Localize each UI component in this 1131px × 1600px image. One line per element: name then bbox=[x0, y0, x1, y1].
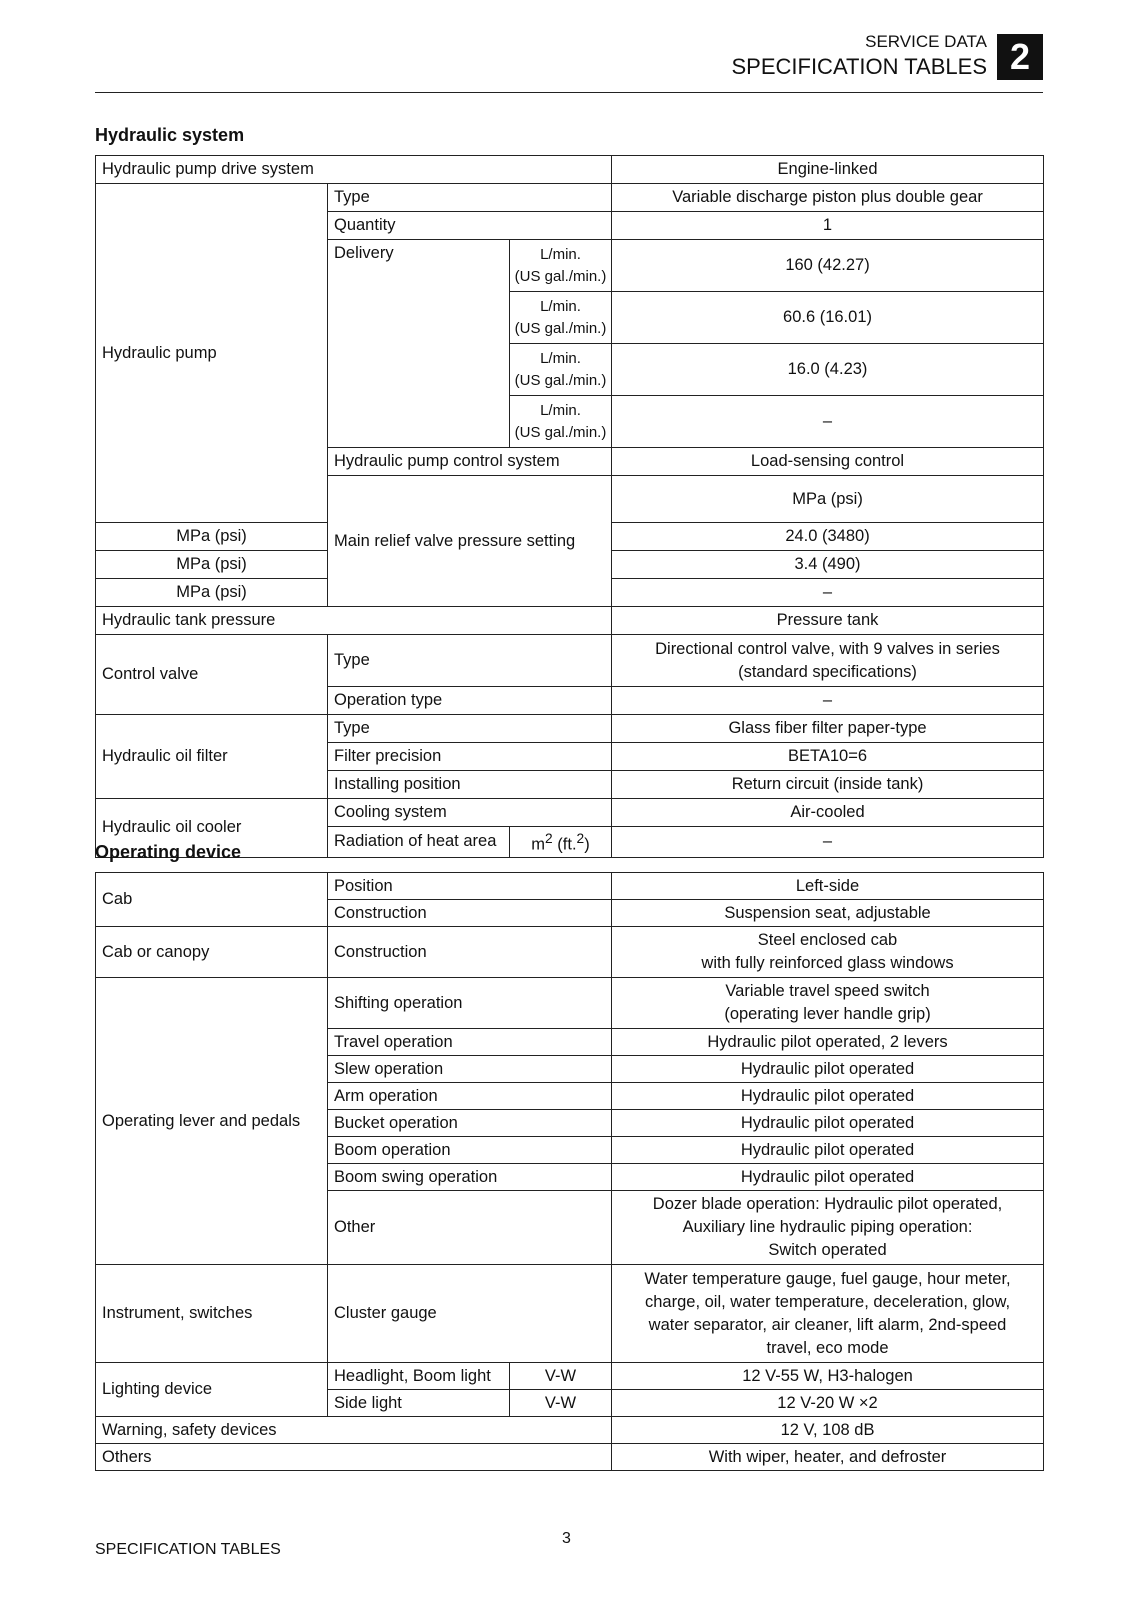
cooler-label: Hydraulic oil cooler bbox=[96, 799, 328, 858]
unit-base: m bbox=[531, 835, 546, 854]
row-label: Filter precision bbox=[328, 743, 612, 771]
row-label: Travel operation bbox=[328, 1029, 612, 1056]
row-value: Dozer blade operation: Hydraulic pilot operated, Auxiliary line hydraulic piping operation: Switch operated bbox=[612, 1191, 1044, 1265]
chapter-badge: 2 bbox=[997, 34, 1043, 80]
lever-label: Operating lever and pedals bbox=[96, 978, 328, 1265]
row-value: Engine-linked bbox=[612, 156, 1044, 184]
table-row bbox=[96, 607, 1044, 635]
table-row bbox=[96, 156, 1044, 184]
table-row bbox=[96, 635, 1044, 687]
page-number: 3 bbox=[562, 1530, 571, 1547]
hydraulic-section-title: Hydraulic system bbox=[95, 125, 245, 145]
row-label: Side light bbox=[328, 1390, 510, 1417]
row-label: Warning, safety devices bbox=[96, 1417, 612, 1444]
delivery-label: Delivery bbox=[328, 240, 510, 448]
row-value: Water temperature gauge, fuel gauge, hour meter, charge, oil, water temperature, deceleration, glow, water separator, air cleaner, lift alarm, 2nd-speed travel, eco mode bbox=[612, 1265, 1044, 1363]
row-value: 60.6 (16.01) bbox=[612, 292, 1044, 344]
operating-table bbox=[95, 872, 1044, 1471]
row-value: Pressure tank bbox=[612, 607, 1044, 635]
row-value: Hydraulic pilot operated bbox=[612, 1164, 1044, 1191]
row-label: Radiation of heat area bbox=[328, 827, 510, 858]
row-value: 24.0 (3480) bbox=[612, 523, 1044, 551]
control-valve-label: Control valve bbox=[96, 635, 328, 715]
unit-cell: V-W bbox=[510, 1390, 612, 1417]
row-label: Arm operation bbox=[328, 1083, 612, 1110]
table-row bbox=[96, 799, 1044, 827]
unit-cell: L/min. (US gal./min.) bbox=[510, 240, 612, 292]
row-value: 12 V, 108 dB bbox=[612, 1417, 1044, 1444]
unit-cell bbox=[510, 827, 612, 858]
row-label: Construction bbox=[328, 927, 612, 978]
row-label: Boom operation bbox=[328, 1137, 612, 1164]
table-row bbox=[96, 1265, 1044, 1363]
filter-label: Hydraulic oil filter bbox=[96, 715, 328, 799]
row-label: Cooling system bbox=[328, 799, 612, 827]
row-value: 1 bbox=[612, 212, 1044, 240]
pump-label: Hydraulic pump bbox=[96, 184, 328, 523]
row-label: Bucket operation bbox=[328, 1110, 612, 1137]
row-label: Type bbox=[328, 715, 612, 743]
row-label: Other bbox=[328, 1191, 612, 1265]
row-value: – bbox=[612, 687, 1044, 715]
table-row bbox=[96, 1417, 1044, 1444]
row-value: 3.4 (490) bbox=[612, 551, 1044, 579]
hydraulic-table bbox=[95, 155, 1044, 858]
unit-superscript: 2 bbox=[545, 831, 553, 846]
row-value: Hydraulic pilot operated bbox=[612, 1110, 1044, 1137]
unit-end: ) bbox=[584, 835, 590, 854]
unit-mid: (ft. bbox=[552, 835, 577, 854]
row-label: Hydraulic pump drive system bbox=[96, 156, 612, 184]
row-value: 16.0 (4.23) bbox=[612, 344, 1044, 396]
row-label: Type bbox=[328, 635, 612, 687]
row-value: With wiper, heater, and defroster bbox=[612, 1444, 1044, 1471]
row-label: Cluster gauge bbox=[328, 1265, 612, 1363]
row-label: Shifting operation bbox=[328, 978, 612, 1029]
row-value: Variable discharge piston plus double gear bbox=[612, 184, 1044, 212]
row-label: Slew operation bbox=[328, 1056, 612, 1083]
row-value: Hydraulic pilot operated bbox=[612, 1083, 1044, 1110]
unit-cell: MPa (psi) bbox=[612, 476, 1044, 523]
row-value: 12 V-55 W, H3-halogen bbox=[612, 1363, 1044, 1390]
row-label: Others bbox=[96, 1444, 612, 1471]
row-label: Headlight, Boom light bbox=[328, 1363, 510, 1390]
row-value: – bbox=[612, 579, 1044, 607]
unit-cell: MPa (psi) bbox=[96, 523, 328, 551]
header-title: SPECIFICATION TABLES bbox=[731, 54, 987, 79]
row-label: Quantity bbox=[328, 212, 612, 240]
row-value: – bbox=[612, 396, 1044, 448]
row-value: Hydraulic pilot operated, 2 levers bbox=[612, 1029, 1044, 1056]
row-label: Construction bbox=[328, 900, 612, 927]
table-row bbox=[96, 184, 1044, 212]
row-value: Glass fiber filter paper-type bbox=[612, 715, 1044, 743]
row-value: Hydraulic pilot operated bbox=[612, 1137, 1044, 1164]
row-label: Boom swing operation bbox=[328, 1164, 612, 1191]
row-label: Type bbox=[328, 184, 612, 212]
page-header bbox=[95, 28, 1043, 93]
row-value: Suspension seat, adjustable bbox=[612, 900, 1044, 927]
footer-section-name: SPECIFICATION TABLES bbox=[95, 1541, 281, 1558]
cab-label: Cab bbox=[96, 873, 328, 927]
row-value: 12 V-20 W ×2 bbox=[612, 1390, 1044, 1417]
unit-cell: V-W bbox=[510, 1363, 612, 1390]
row-value: Load-sensing control bbox=[612, 448, 1044, 476]
row-label: Position bbox=[328, 873, 612, 900]
row-value: Steel enclosed cab with fully reinforced glass windows bbox=[612, 927, 1044, 978]
row-value: Variable travel speed switch (operating lever handle grip) bbox=[612, 978, 1044, 1029]
unit-cell: L/min. (US gal./min.) bbox=[510, 344, 612, 396]
unit-superscript: 2 bbox=[576, 831, 585, 846]
table-row bbox=[96, 873, 1044, 900]
header-subtitle: SERVICE DATA bbox=[865, 32, 987, 51]
table-row bbox=[96, 1444, 1044, 1471]
row-value: BETA10=6 bbox=[612, 743, 1044, 771]
row-value: Hydraulic pilot operated bbox=[612, 1056, 1044, 1083]
unit-cell: MPa (psi) bbox=[96, 579, 328, 607]
row-value: Directional control valve, with 9 valves in series (standard specifications) bbox=[612, 635, 1044, 687]
lighting-label: Lighting device bbox=[96, 1363, 328, 1417]
unit-cell: L/min. (US gal./min.) bbox=[510, 396, 612, 448]
row-label: Hydraulic pump control system bbox=[328, 448, 612, 476]
relief-label: Main relief valve pressure setting bbox=[328, 476, 612, 607]
canopy-label: Cab or canopy bbox=[96, 927, 328, 978]
table-row bbox=[96, 927, 1044, 978]
table-row bbox=[96, 1363, 1044, 1390]
row-label: Installing position bbox=[328, 771, 612, 799]
operating-section-title: Operating device bbox=[95, 842, 242, 862]
row-value: Return circuit (inside tank) bbox=[612, 771, 1044, 799]
row-label: Hydraulic tank pressure bbox=[96, 607, 612, 635]
row-value: Left-side bbox=[612, 873, 1044, 900]
unit-cell: MPa (psi) bbox=[96, 551, 328, 579]
row-value: – bbox=[612, 827, 1044, 858]
unit-cell: L/min. (US gal./min.) bbox=[510, 292, 612, 344]
row-label: Operation type bbox=[328, 687, 612, 715]
table-row bbox=[96, 715, 1044, 743]
table-row bbox=[96, 978, 1044, 1029]
instrument-label: Instrument, switches bbox=[96, 1265, 328, 1363]
row-value: Air-cooled bbox=[612, 799, 1044, 827]
row-value: 160 (42.27) bbox=[612, 240, 1044, 292]
